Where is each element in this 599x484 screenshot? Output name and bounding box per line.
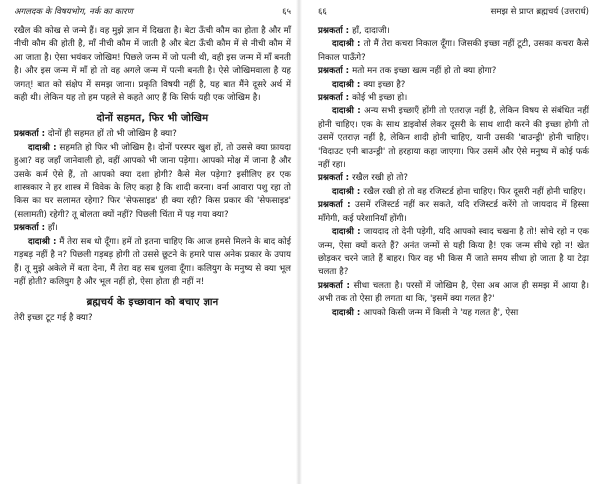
question-item	[318, 199, 589, 226]
speaker-label: प्रश्नकर्ता :	[14, 223, 46, 234]
left-running-title: अगलदक के विषयभोग, नर्क का कारण	[14, 7, 133, 17]
answer-text: जायदाद तो देनी पड़ेगी, यदि आपको स्वाद चखना है तो! सोचे रहो न एक जन्म, ऐसा क्यों करते हैं? अनंत जन्मों से यही किया है! एक जन्म सीधे रहो न! खेत छोड़कर चरने जाते हैं बाहर। फिर वह भी किस मैं जाते समय सीधा हो जाता है या टेढ़ा चलता है?	[318, 227, 590, 278]
answer-1	[14, 142, 291, 222]
answer-text: तो मैं तेरा कचरा निकाल दूँगा। जिसकी इच्छा नहीं टूटी, उसका कचरा कैसे निकाल पाऊँगे?	[318, 39, 589, 63]
left-page	[0, 0, 299, 484]
left-page-number: ६५	[282, 7, 291, 17]
question-item	[318, 92, 589, 105]
answer-item	[318, 105, 589, 172]
answer-text: रखैल रखी हो तो वह रजिस्टर्ड होना चाहिए। फिर दूसरी नहीं होनी चाहिए।	[363, 186, 586, 197]
speaker-label: प्रश्नकर्ता :	[318, 280, 354, 291]
speaker-label: दादाश्री :	[28, 236, 57, 247]
speaker-label: प्रश्नकर्ता :	[318, 200, 355, 211]
right-page	[300, 0, 599, 484]
question-text: दोनों ही सहमत हों तो भी जोखिम है क्या?	[47, 129, 177, 140]
question-1	[14, 128, 291, 141]
question-item	[318, 172, 589, 185]
speaker-label: प्रश्नकर्ता :	[318, 26, 353, 36]
question-item	[318, 25, 589, 38]
question-2	[14, 222, 291, 235]
section-heading-2: ब्रह्मचर्य के इच्छावान को बचाए ज्ञान	[86, 297, 219, 309]
answer-text: आपको किसी जन्म में किसी ने 'यह गलत है', ऐसा	[363, 307, 519, 318]
left-running-head	[14, 6, 291, 17]
speaker-label: दादाश्री :	[332, 39, 364, 50]
question-text: हाँ, दादाजी।	[352, 26, 390, 36]
question-text: उसमें रजिस्टर्ड नहीं कर सकते, यदि रजिस्टर्ड करेंगे तो जायदाद में हिस्सा माँगेगी, कई परेशानियाँ होंगी।	[318, 200, 589, 224]
speaker-label: दादाश्री :	[332, 79, 364, 90]
speaker-label: प्रश्नकर्ता :	[318, 66, 353, 77]
intro-paragraph: रखैल की कोख से जन्मे हैं। वह मुझे ज्ञान में दिखता है। बेटा ऊँची कौम का होता है और माँ नीची कौम की होती है, माँ नीची कौम में जाती है और बेटा ऊँची कौम में से नीची कौम में आ जाता है। ऐसा भयंकर जोखिम! पिछले जन्म में जो पत्नी थी, वही इस जन्म में माँ बनती है। और इस जन्म में माँ हो तो वह अगले जन्म में पत्नी बनती है। ऐसे जोखिमवाला है यह जगत्! बात को संक्षेप में समझ जाना। प्रकृति विषयी नहीं है, यह बात मैंने दूसरे अर्थ में कही थी। लेकिन यह तो हम पहले से कहते आए हैं कि सिर्फ यही एक जोखिम है।	[14, 26, 291, 104]
question-item	[318, 65, 589, 78]
right-running-title: समझ से प्राप्त ब्रह्मचर्य (उत्तरार्ध)	[490, 7, 589, 17]
speaker-label: दादाश्री :	[332, 106, 365, 117]
speaker-label: दादाश्री :	[332, 186, 364, 197]
answer-item	[318, 307, 589, 320]
question-3: तेरी इच्छा टूट गई है क्या?	[14, 313, 93, 324]
answer-text: क्या इच्छा है?	[363, 79, 406, 90]
answer-text: मैं तेरा सब धो दूँगा। हमें तो इतना चाहिए कि आज हमसे मिलने के बाद कोई गड़बड़ नहीं है न? पिछली गड़बड़ होगी तो उससे छूटने के हमारे पास अनेक प्रकार के उपाय हैं। तू मुझे अकेले में बता देना, मैं तेरा वह सब धुलवा दूँगा। कलियुग के मनुष्य से क्या भूल नहीं होती? कलियुग है और भूल नहीं हो, ऐसा होता ही नहीं न!	[14, 236, 291, 287]
speaker-label: प्रश्नकर्ता :	[318, 93, 353, 104]
answer-item	[318, 38, 589, 65]
right-page-number: ६६	[318, 7, 327, 17]
speaker-label: दादाश्री :	[28, 142, 57, 153]
dialogue-list	[318, 25, 589, 320]
answer-item	[318, 186, 589, 199]
speaker-label: प्रश्नकर्ता :	[318, 173, 353, 184]
question-text: सीधा चलता है। परसों में जोखिम है, ऐसा अब आज ही समझ में आया है। अभी तक तो ऐसा ही लगता था कि, 'इसमें क्या गलत है?'	[318, 280, 589, 305]
speaker-label: दादाश्री :	[332, 307, 364, 318]
answer-text: अन्य सभी इच्छाएँ होंगी तो एतराज़ नहीं है, लेकिन विषय से संबंधित नहीं होनी चाहिए। एक के साथ डाइवोर्स लेकर दूसरी के साथ शादी करने की इच्छा होगी तो उसमें एतराज़ नहीं है, लेकिन शादी होनी चाहिए, यानी उसकी 'बाउन्ड्री' होनी चाहिए। 'विदाउट एनी बाउन्ड्री' तो हरहाया कहा जाएगा। फिर उसमें और ऐसे मनुष्य में कोई फर्क नहीं रहा।	[318, 106, 589, 171]
speaker-label: प्रश्नकर्ता :	[14, 129, 46, 140]
right-running-head	[318, 6, 589, 17]
speaker-label: दादाश्री :	[332, 227, 364, 238]
answer-text: सहमति हो फिर भी जोखिम है। दोनों परस्पर खुश हों, तो उससे क्या फ़ायदा हुआ? वह जहाँ जानेवाली हो, वहीं आपको भी जाना पड़ेगा। आपको मोक्ष में जाना है और उसके कर्म ऐसे हैं, तो आपको क्या दशा होगी? कैसे मेल पड़ेगा? इसीलिए हर एक शास्त्रकार ने हर शास्त्र में विवेक के लिए कहा है कि शादी करना। वर्ना आवारा पशु रहा तो किस का घर सलामत रहेगा? फिर 'सेफसाइड' ही क्या रही? किस प्रकार की 'सेफसाइड' (सलामती) रहेगी? तू बोलता क्यों नहीं? पिछली चिंता में पड़ गया क्या?	[14, 142, 292, 220]
question-text: मतो मन तक इच्छा खत्म नहीं हो तो क्या होगा?	[352, 66, 497, 77]
answer-item	[318, 79, 589, 92]
answer-2	[14, 236, 291, 290]
question-item	[318, 280, 589, 307]
section-heading-1: दोनों सहमत, फिर भी जोखिम	[96, 113, 209, 125]
question-text: रखैल रखी हो तो?	[352, 173, 408, 184]
answer-item	[318, 226, 589, 280]
question-text: कोई भी इच्छा हो।	[352, 93, 408, 104]
question-text: हाँ।	[47, 223, 58, 234]
